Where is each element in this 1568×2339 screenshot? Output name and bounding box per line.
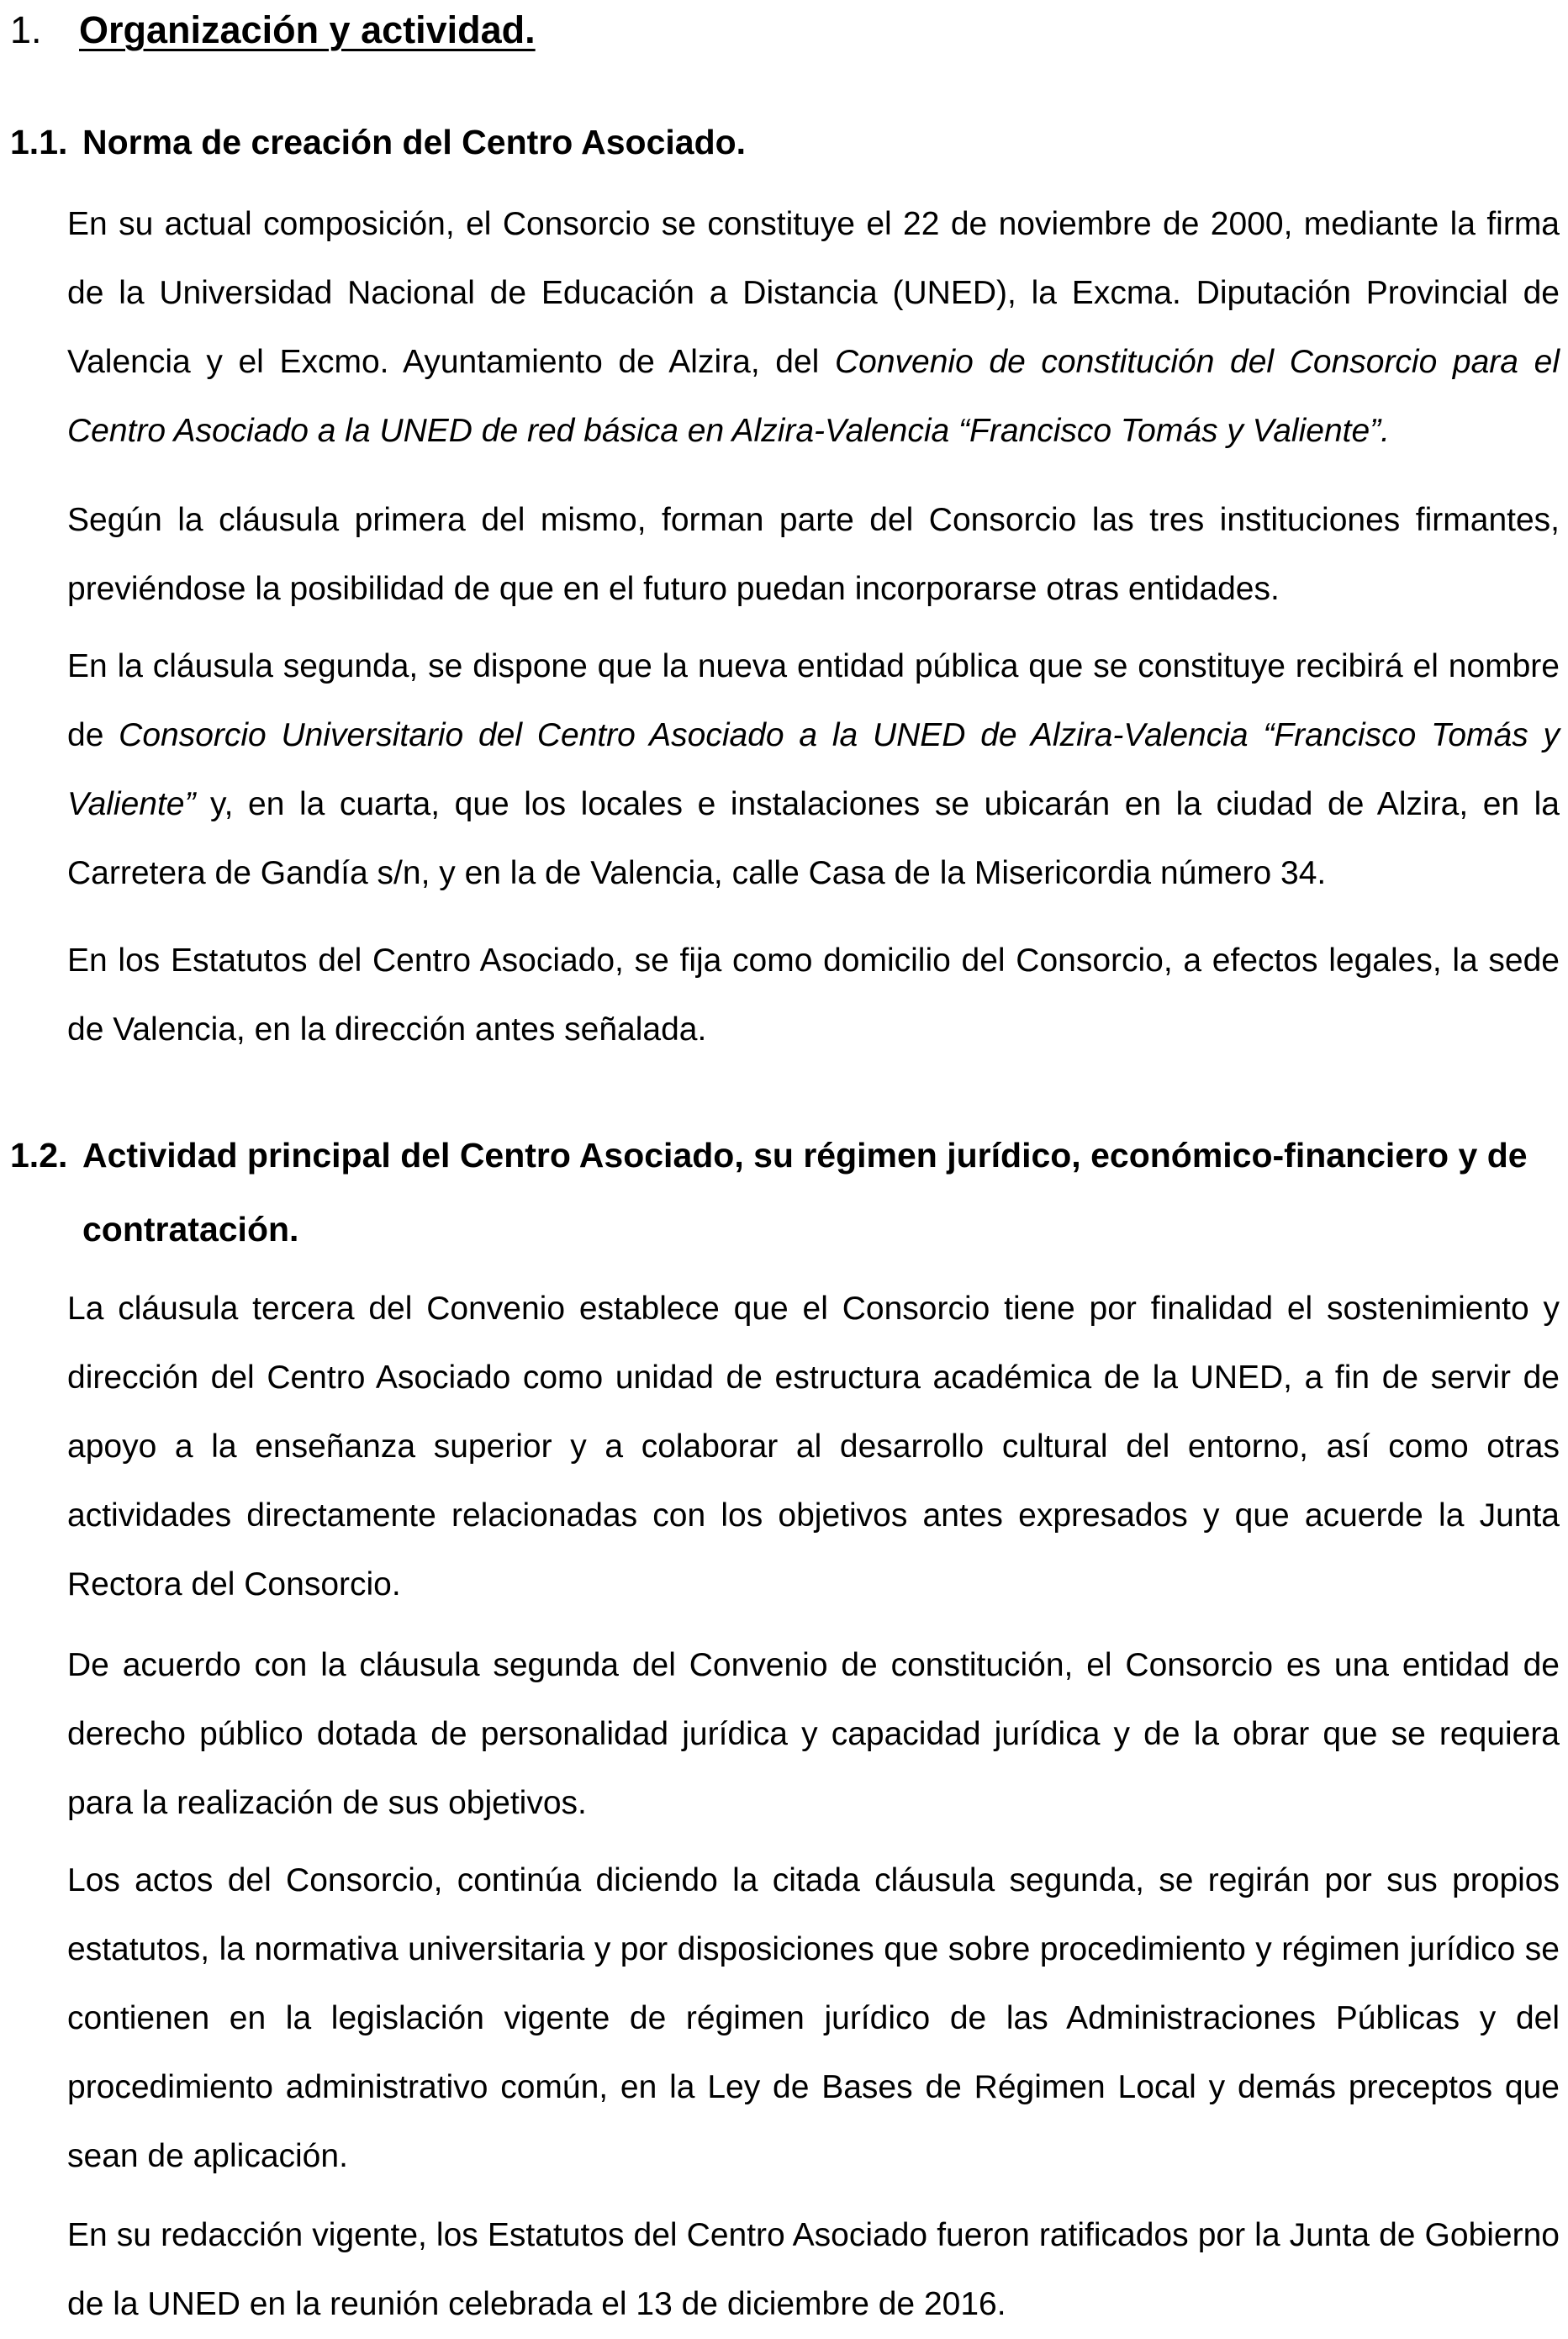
section-1-1-heading [10,108,746,177]
section-1-2-title-continuation: contratación. [82,1210,299,1249]
paragraph-1-1-b: Según la cláusula primera del mismo, forman parte del Consorcio las tres instituciones firmantes, previéndose la posibilidad de que en el futuro puedan incorporarse otras entidades. [67,502,1560,607]
section-1-heading [10,3,536,57]
section-1-1-number: 1.1. [10,123,68,161]
section-1-2-heading [10,1118,1549,1266]
convenio-title-italic: Convenio de constitución del Consorcio para el Centro Asociado a la UNED de red básica en Alzira-Valencia “Francisco Tomás y Valiente”. [67,344,1560,449]
paragraph-1-1-d: En los Estatutos del Centro Asociado, se fija como domicilio del Consorcio, a efectos legales, la sede de Valencia, en la dirección antes señalada. [67,942,1560,1048]
paragraph-1-2-b: De acuerdo con la cláusula segunda del Convenio de constitución, el Consorcio es una entidad de derecho público dotada de personalidad jurídica y capacidad jurídica y de la obrar que se requiera para la realización de sus objetivos. [67,1647,1560,1821]
paragraph-1-2-d: En su redacción vigente, los Estatutos del Centro Asociado fueron ratificados por la Junta de Gobierno de la UNED en la reunión celebrada el 13 de diciembre de 2016. [67,2217,1560,2322]
paragraph-text: En la cláusula segunda, se dispone que la nueva entidad pública que se constituye recibirá el nombre de [67,648,1560,753]
section-1-2-number: 1.2. [10,1136,68,1175]
section-1-2-title: Actividad principal del Centro Asociado, su régimen jurídico, económico-financiero y de [82,1136,1528,1175]
paragraph-text: y, en la cuarta, que los locales e instalaciones se ubicarán en la ciudad de Alzira, en la Carretera de Gandía s/n, y en la de Valencia, calle Casa de la Misericordia número 34. [67,786,1560,891]
section-1-number: 1. [10,8,42,51]
paragraph-1-1-a [67,190,1560,466]
consorcio-name-italic: Consorcio Universitario del Centro Asociado a la UNED de Alzira-Valencia “Francisco Tomás y Valiente” [67,717,1560,822]
paragraph-1-2-c: Los actos del Consorcio, continúa diciendo la citada cláusula segunda, se regirán por sus propios estatutos, la normativa universitaria y por disposiciones que sobre procedimiento y régimen jurídico se contienen en la legislación vigente de régimen jurídico de las Administraciones Públicas y del procedimiento administrativo común, en la Ley de Bases de Régimen Local y demás preceptos que sean de aplicación. [67,1862,1560,2174]
section-1-1-title: Norma de creación del Centro Asociado. [82,123,747,161]
paragraph-1-1-c [67,632,1560,908]
paragraph-text: En su actual composición, el Consorcio se constituye el 22 de noviembre de 2000, mediante la firma de la Universidad Nacional de Educación a Distancia (UNED), la Excma. Diputación Provincial de Valencia y el Excmo. Ayuntamiento de Alzira, del [67,206,1560,380]
section-1-title: Organización y actividad. [79,8,536,51]
paragraph-1-2-a: La cláusula tercera del Convenio establece que el Consorcio tiene por finalidad el sostenimiento y dirección del Centro Asociado como unidad de estructura académica de la UNED, a fin de servir de apoyo a la enseñanza superior y a colaborar al desarrollo cultural del entorno, así como otras actividades directamente relacionadas con los objetivos antes expresados y que acuerde la Junta Rectora del Consorcio. [67,1291,1560,1602]
